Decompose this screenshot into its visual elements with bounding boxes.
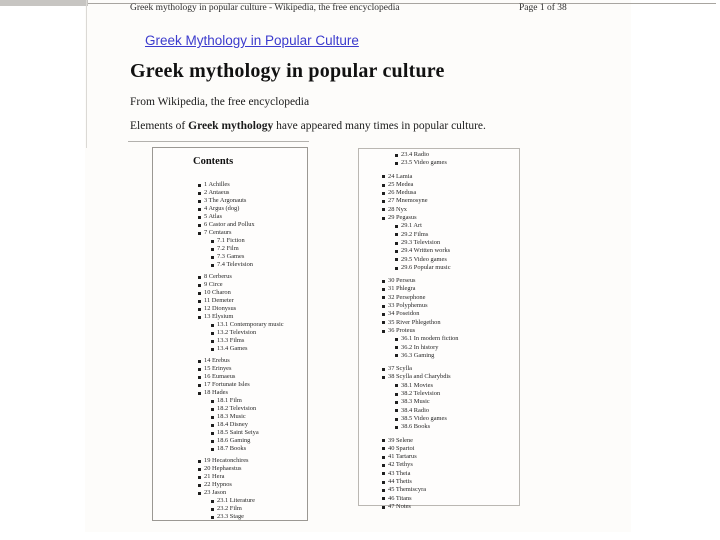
toc-item xyxy=(382,302,519,310)
toc-item-label: 13.3 Films xyxy=(217,337,245,344)
toc-item-label: 23 Jason xyxy=(204,489,227,496)
bullet-square-icon xyxy=(382,330,385,333)
bullet-square-icon xyxy=(382,305,385,308)
bullet-square-icon xyxy=(395,384,398,387)
toc-item-label: 29.1 Art xyxy=(401,222,422,230)
toc-item xyxy=(382,327,519,335)
toc-item-label: 4 Argus (dog) xyxy=(204,205,240,212)
toc-item-label: 23.4 Radio xyxy=(401,151,430,158)
bullet-square-icon xyxy=(211,432,214,435)
intro-text-bold: Greek mythology xyxy=(188,120,274,132)
toc-item-label: 37 Scylla xyxy=(388,365,412,373)
contents-heading: Contents xyxy=(193,156,234,167)
bullet-square-icon xyxy=(198,492,201,495)
toc-right-column xyxy=(377,151,519,511)
bullet-square-icon xyxy=(382,321,385,324)
toc-item-label: 18.7 Books xyxy=(217,445,247,452)
bullet-square-icon xyxy=(198,308,201,311)
toc-item-label: 27 Mnemosyne xyxy=(388,197,428,205)
bullet-square-icon xyxy=(382,368,385,371)
toc-item-label: 38.6 Books xyxy=(401,423,431,431)
bullet-square-icon xyxy=(395,162,398,165)
toc-item xyxy=(211,337,307,345)
bullet-square-icon xyxy=(211,508,214,511)
toc-item xyxy=(382,470,519,478)
toc-item xyxy=(395,247,519,255)
bullet-square-icon xyxy=(395,267,398,270)
bullet-square-icon xyxy=(395,409,398,412)
bullet-square-icon xyxy=(395,418,398,421)
toc-item-label: 23.5 Video games xyxy=(401,159,447,167)
toc-item xyxy=(382,173,519,181)
toc-item-label: 12 Dionysus xyxy=(204,305,237,312)
bullet-square-icon xyxy=(395,354,398,357)
bullet-square-icon xyxy=(211,424,214,427)
toc-item-label: 1 Achilles xyxy=(204,181,230,188)
article-title: Greek mythology in popular culture xyxy=(130,60,445,82)
toc-item xyxy=(395,335,519,343)
toc-item xyxy=(211,253,307,261)
bullet-square-icon xyxy=(382,192,385,195)
toc-item xyxy=(198,365,307,373)
toc-item-label: 34 Poseidon xyxy=(388,310,420,318)
toc-item-label: 24 Lamia xyxy=(388,172,413,180)
toc-item xyxy=(211,405,307,413)
bullet-square-icon xyxy=(395,233,398,236)
print-header xyxy=(0,3,720,15)
toc-item-label: 32 Persephone xyxy=(388,293,426,301)
bullet-square-icon xyxy=(382,506,385,509)
bullet-square-icon xyxy=(382,296,385,299)
toc-item-label: 13.2 Television xyxy=(217,329,257,336)
toc-item-label: 13 Elysium xyxy=(204,313,234,320)
toc-item xyxy=(211,261,307,269)
toc-item xyxy=(382,478,519,486)
toc-item xyxy=(211,429,307,437)
toc-item xyxy=(211,505,307,513)
toc-item xyxy=(198,229,307,237)
bullet-square-icon xyxy=(382,175,385,178)
toc-item xyxy=(198,489,307,497)
toc-item xyxy=(211,445,307,453)
bullet-square-icon xyxy=(395,426,398,429)
toc-item xyxy=(198,481,307,489)
toc-item-label: 38.3 Music xyxy=(401,398,430,406)
toc-item-label: 18.5 Saint Seiya xyxy=(217,429,259,436)
toc-item-label: 14 Erebus xyxy=(204,357,230,364)
bullet-square-icon xyxy=(382,200,385,203)
toc-item xyxy=(198,281,307,289)
bullet-square-icon xyxy=(395,154,398,157)
bullet-square-icon xyxy=(198,368,201,371)
slide-title-link[interactable]: Greek Mythology in Popular Culture xyxy=(145,33,359,48)
bullet-square-icon xyxy=(198,184,201,187)
bullet-square-icon xyxy=(395,393,398,396)
bullet-square-icon xyxy=(382,481,385,484)
toc-item-label: 7.2 Film xyxy=(217,245,239,252)
bullet-square-icon xyxy=(198,376,201,379)
toc-item xyxy=(211,413,307,421)
bullet-square-icon xyxy=(198,360,201,363)
toc-item xyxy=(395,423,519,431)
bullet-square-icon xyxy=(198,276,201,279)
toc-item xyxy=(211,345,307,353)
toc-left-column xyxy=(193,181,307,521)
bullet-square-icon xyxy=(198,316,201,319)
bullet-square-icon xyxy=(198,224,201,227)
toc-item xyxy=(395,159,519,167)
toc-item xyxy=(198,389,307,397)
toc-item xyxy=(211,321,307,329)
contents-box-left-column xyxy=(152,147,308,521)
bullet-square-icon xyxy=(198,384,201,387)
toc-item xyxy=(211,513,307,521)
toc-item-label: 13.1 Contemporary music xyxy=(217,321,284,328)
toc-item-label: 18.1 Film xyxy=(217,397,242,404)
intro-text-suffix: have appeared many times in popular culture. xyxy=(273,120,486,132)
toc-item-label: 38 Scylla and Charybdis xyxy=(388,373,451,381)
bullet-square-icon xyxy=(395,250,398,253)
bullet-square-icon xyxy=(211,248,214,251)
toc-item-label: 8 Cerberus xyxy=(204,273,232,280)
toc-item-label: 7 Centaurs xyxy=(204,229,232,236)
bullet-square-icon xyxy=(198,192,201,195)
toc-item-label: 38.4 Radio xyxy=(401,406,430,414)
bullet-square-icon xyxy=(382,217,385,220)
toc-item-label: 7.4 Television xyxy=(217,261,253,268)
toc-item xyxy=(395,344,519,352)
bullet-square-icon xyxy=(395,225,398,228)
bullet-square-icon xyxy=(211,408,214,411)
toc-item-label: 38.2 Television xyxy=(401,390,441,398)
toc-item-label: 41 Tartarus xyxy=(388,453,417,461)
toc-item-label: 23.2 Film xyxy=(217,505,242,512)
bullet-square-icon xyxy=(382,313,385,316)
toc-item xyxy=(395,398,519,406)
toc-item-label: 35 River Phlegethon xyxy=(388,318,441,326)
toc-item xyxy=(395,415,519,423)
toc-item-label: 18.4 Disney xyxy=(217,421,248,428)
toc-item-label: 18 Hades xyxy=(204,389,228,396)
toc-item xyxy=(198,289,307,297)
toc-item xyxy=(198,457,307,465)
bullet-square-icon xyxy=(211,256,214,259)
toc-item xyxy=(198,373,307,381)
toc-item xyxy=(382,319,519,327)
toc-item-label: 40 Spartoi xyxy=(388,444,415,452)
bullet-square-icon xyxy=(211,340,214,343)
bullet-square-icon xyxy=(382,489,385,492)
toc-item xyxy=(382,495,519,503)
bullet-square-icon xyxy=(211,348,214,351)
toc-item xyxy=(395,390,519,398)
toc-item xyxy=(211,237,307,245)
toc-item xyxy=(198,357,307,365)
toc-item-label: 29.5 Video games xyxy=(401,255,447,263)
toc-item-label: 23.1 Literature xyxy=(217,497,255,504)
article-subtitle: From Wikipedia, the free encyclopedia xyxy=(130,96,310,108)
toc-item xyxy=(198,465,307,473)
toc-item-label: 29.6 Popular music xyxy=(401,263,451,271)
toc-item-label: 38.1 Movies xyxy=(401,381,433,389)
toc-item xyxy=(382,294,519,302)
toc-item xyxy=(198,197,307,205)
toc-item-label: 46 Titans xyxy=(388,494,412,502)
toc-item xyxy=(382,189,519,197)
toc-item xyxy=(382,365,519,373)
toc-item-label: 9 Circe xyxy=(204,281,223,288)
bullet-square-icon xyxy=(198,476,201,479)
toc-item-label: 5 Atlas xyxy=(204,213,222,220)
toc-item xyxy=(395,222,519,230)
toc-item-label: 18.3 Music xyxy=(217,413,246,420)
bullet-square-icon xyxy=(395,258,398,261)
toc-item-label: 7.3 Games xyxy=(217,253,245,260)
toc-item xyxy=(211,329,307,337)
bullet-square-icon xyxy=(395,401,398,404)
toc-item-label: 7.1 Fiction xyxy=(217,237,245,244)
bullet-square-icon xyxy=(211,264,214,267)
toc-item xyxy=(198,189,307,197)
bullet-square-icon xyxy=(198,484,201,487)
bullet-square-icon xyxy=(382,439,385,442)
toc-item-label: 10 Charon xyxy=(204,289,231,296)
bullet-square-icon xyxy=(395,338,398,341)
bullet-square-icon xyxy=(211,400,214,403)
toc-item xyxy=(211,245,307,253)
bullet-square-icon xyxy=(211,324,214,327)
toc-item xyxy=(382,437,519,445)
toc-item xyxy=(198,205,307,213)
bullet-square-icon xyxy=(382,288,385,291)
toc-item-label: 36 Proteus xyxy=(388,326,416,334)
bullet-square-icon xyxy=(382,456,385,459)
toc-item-label: 38.5 Video games xyxy=(401,414,447,422)
print-header-title: Greek mythology in popular culture - Wikipedia, the free encyclopedia xyxy=(130,3,400,13)
toc-item-label: 42 Tethys xyxy=(388,461,413,469)
toc-item xyxy=(211,497,307,505)
toc-item-label: 19 Hecatonchires xyxy=(204,457,249,464)
toc-item xyxy=(395,407,519,415)
bullet-square-icon xyxy=(382,472,385,475)
bullet-square-icon xyxy=(198,300,201,303)
toc-item xyxy=(395,151,519,159)
bullet-square-icon xyxy=(198,468,201,471)
toc-item-label: 36.3 Gaming xyxy=(401,351,435,359)
toc-item xyxy=(211,397,307,405)
toc-item-label: 6 Castor and Pollux xyxy=(204,221,255,228)
toc-item xyxy=(382,277,519,285)
toc-item xyxy=(198,181,307,189)
bullet-square-icon xyxy=(198,216,201,219)
toc-item-label: 16 Eumaeus xyxy=(204,373,236,380)
toc-item xyxy=(395,382,519,390)
toc-item-label: 18.2 Television xyxy=(217,405,257,412)
toc-item-label: 28 Nyx xyxy=(388,205,407,213)
toc-item-label: 25 Medea xyxy=(388,180,414,188)
toc-item-label: 29.4 Written works xyxy=(401,247,451,255)
bullet-square-icon xyxy=(198,200,201,203)
bullet-square-icon xyxy=(382,497,385,500)
toc-item-label: 33 Polyphemus xyxy=(388,302,428,310)
bullet-square-icon xyxy=(198,208,201,211)
bullet-square-icon xyxy=(211,416,214,419)
toc-item-label: 30 Perseus xyxy=(388,277,416,285)
bullet-square-icon xyxy=(382,376,385,379)
toc-item xyxy=(382,197,519,205)
toc-item xyxy=(382,181,519,189)
toc-item xyxy=(382,461,519,469)
toc-item xyxy=(395,239,519,247)
bullet-square-icon xyxy=(382,447,385,450)
toc-item xyxy=(382,445,519,453)
toc-item-label: 39 Selene xyxy=(388,436,414,444)
print-header-page-number: Page 1 of 38 xyxy=(519,3,567,13)
toc-item xyxy=(198,305,307,313)
toc-item-label: 36.1 In modern fiction xyxy=(401,335,459,343)
bullet-square-icon xyxy=(382,280,385,283)
toc-item-label: 26 Medusa xyxy=(388,189,417,197)
toc-item-label: 43 Theia xyxy=(388,469,411,477)
toc-item xyxy=(198,221,307,229)
toc-item xyxy=(395,256,519,264)
toc-item-label: 36.2 In history xyxy=(401,343,439,351)
bullet-square-icon xyxy=(198,292,201,295)
bullet-square-icon xyxy=(382,208,385,211)
toc-item xyxy=(382,310,519,318)
bullet-square-icon xyxy=(211,332,214,335)
toc-item-label: 29.2 Films xyxy=(401,230,429,238)
toc-item-label: 18.6 Gaming xyxy=(217,437,251,444)
article-intro xyxy=(130,120,486,132)
toc-item-label: 44 Thetis xyxy=(388,477,412,485)
toc-item xyxy=(382,373,519,381)
toc-item-label: 11 Demeter xyxy=(204,297,234,304)
toc-item xyxy=(382,503,519,511)
bullet-square-icon xyxy=(395,242,398,245)
bullet-square-icon xyxy=(198,232,201,235)
bullet-square-icon xyxy=(211,448,214,451)
toc-item xyxy=(382,206,519,214)
toc-item-label: 13.4 Games xyxy=(217,345,248,352)
toc-item-label: 2 Antaeus xyxy=(204,189,230,196)
contents-box-right-column xyxy=(358,148,520,510)
bullet-square-icon xyxy=(211,440,214,443)
divider-line xyxy=(128,141,309,142)
bullet-square-icon xyxy=(198,460,201,463)
toc-item xyxy=(198,381,307,389)
toc-item-label: 22 Hypnos xyxy=(204,481,232,488)
toc-item xyxy=(382,285,519,293)
toc-item-label: 29 Pegasus xyxy=(388,214,417,222)
toc-item-label: 45 Themiscyra xyxy=(388,486,427,494)
bullet-square-icon xyxy=(382,464,385,467)
bullet-square-icon xyxy=(211,516,214,519)
toc-item xyxy=(382,453,519,461)
bullet-square-icon xyxy=(211,500,214,503)
intro-text-prefix: Elements of xyxy=(130,120,189,132)
toc-item xyxy=(382,486,519,494)
toc-item-label: 29.3 Television xyxy=(401,238,441,246)
toc-item xyxy=(211,421,307,429)
scan-left-edge xyxy=(86,0,87,148)
toc-item xyxy=(198,297,307,305)
bullet-square-icon xyxy=(211,240,214,243)
toc-item xyxy=(211,437,307,445)
toc-item xyxy=(382,214,519,222)
toc-item xyxy=(395,264,519,272)
toc-item xyxy=(395,352,519,360)
bullet-square-icon xyxy=(198,284,201,287)
toc-item xyxy=(198,213,307,221)
toc-item-label: 21 Hera xyxy=(204,473,225,480)
toc-item xyxy=(395,231,519,239)
toc-item xyxy=(198,273,307,281)
toc-item-label: 17 Fortunate Isles xyxy=(204,381,250,388)
toc-item-label: 15 Erinyes xyxy=(204,365,232,372)
toc-item-label: 23.3 Stage xyxy=(217,513,244,520)
toc-item-label: 31 Phlegra xyxy=(388,285,416,293)
bullet-square-icon xyxy=(382,184,385,187)
bullet-square-icon xyxy=(395,346,398,349)
toc-item-label: 20 Hephaestus xyxy=(204,465,242,472)
toc-item-label: 47 Notes xyxy=(388,502,411,510)
bullet-square-icon xyxy=(198,392,201,395)
toc-item-label: 3 The Argonauts xyxy=(204,197,247,204)
toc-item xyxy=(198,313,307,321)
toc-item xyxy=(198,473,307,481)
